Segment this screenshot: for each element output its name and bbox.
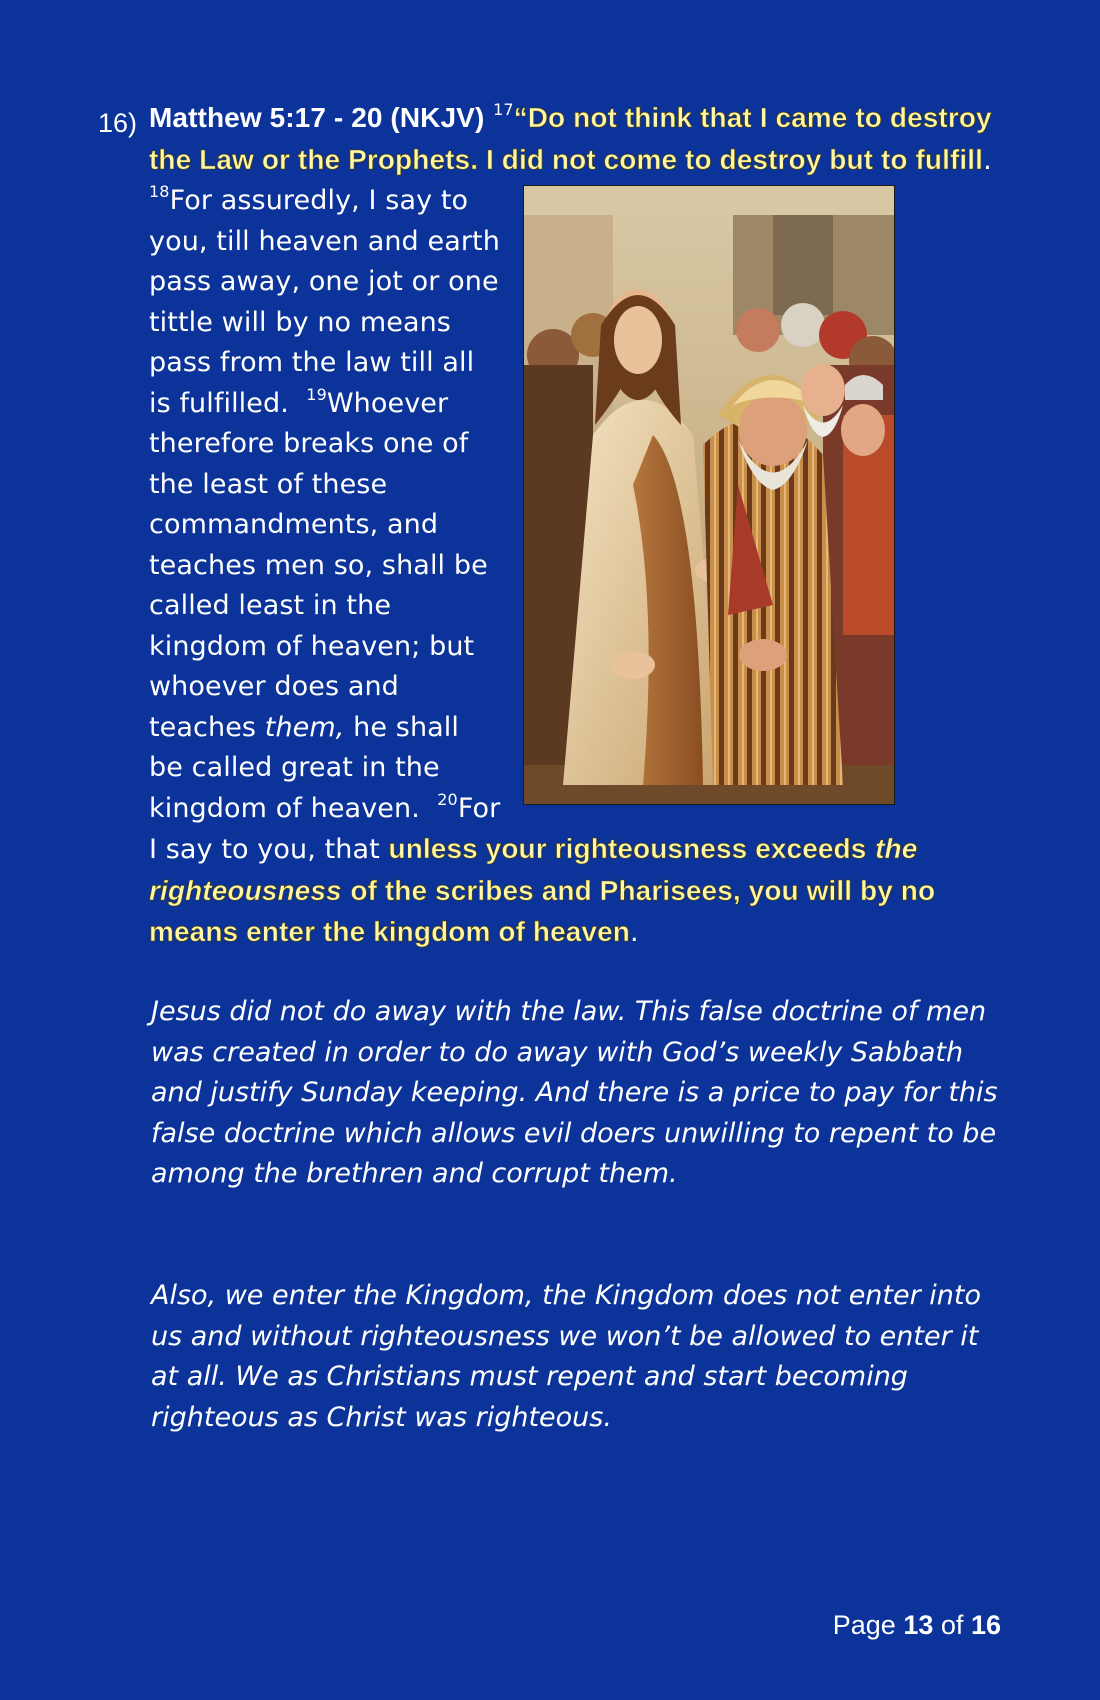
- verse-17-highlighted: “Do not think that I came to destroy the Law or the Prophets. I did not come to destroy but to fulfill: [149, 102, 992, 175]
- page-word: Page: [832, 1610, 896, 1640]
- verse-19-text-a: Whoever therefore breaks one of the least of these commandments, and teaches men so, shall be called least in the kingdom of heaven; but whoever does and teaches: [149, 387, 488, 743]
- verse-20-end: .: [629, 917, 639, 948]
- verse-20-highlighted-b: of the scribes and Pharisees, you will by no means enter the kingdom of heaven: [149, 874, 936, 947]
- commentary-paragraph-1: [151, 992, 1011, 1195]
- of-word: of: [940, 1610, 964, 1640]
- commentary-text-1: Jesus did not do away with the law. This false doctrine of men was created in order to do away with God’s weekly Sabbath and justify Sunday keeping. And there is a price to pay for this false doctrine which allows evil doers unwilling to repent to be among the brethren and corrupt them.: [151, 996, 998, 1189]
- verse-number-19: 19: [306, 384, 327, 404]
- verse-19-italic: them,: [264, 711, 345, 743]
- scripture-passage: [149, 98, 1009, 954]
- jesus-pharisees-painting: [523, 185, 895, 805]
- item-number: 16): [98, 108, 138, 138]
- verse-20-highlighted-a: unless your righteousness exceeds: [388, 833, 867, 864]
- commentary-paragraph-2: [151, 1276, 1011, 1438]
- page-footer: [833, 1610, 1001, 1641]
- verse-number-18: 18: [149, 182, 170, 201]
- verse-number-17: 17: [493, 100, 514, 119]
- verse-20-text: For I say to you, that: [149, 792, 501, 865]
- verse-17-end: .: [983, 144, 992, 176]
- verse-19-text-b: he shall be called great in the kingdom of heaven.: [149, 711, 460, 824]
- verse-20-highlighted-italic: the righteousness: [149, 833, 918, 906]
- verse-18-text: For assuredly, I say to you, till heaven and earth pass away, one jot or one tittle will by no means pass from the law till all is fulfilled.: [149, 185, 500, 419]
- commentary-text-2: Also, we enter the Kingdom, the Kingdom does not enter into us and without righteousness we won’t be allowed to enter it at all. We as Christians must repent and start becoming righteous as Christ was righteous.: [151, 1280, 982, 1433]
- verse-number-20: 20: [437, 789, 458, 809]
- painting-jesus-with-pharisees-icon: [523, 185, 895, 805]
- scripture-reference: Matthew 5:17 - 20 (NKJV): [149, 102, 485, 133]
- total-page-count: 16: [970, 1610, 1001, 1640]
- current-page-number: 13: [903, 1610, 934, 1640]
